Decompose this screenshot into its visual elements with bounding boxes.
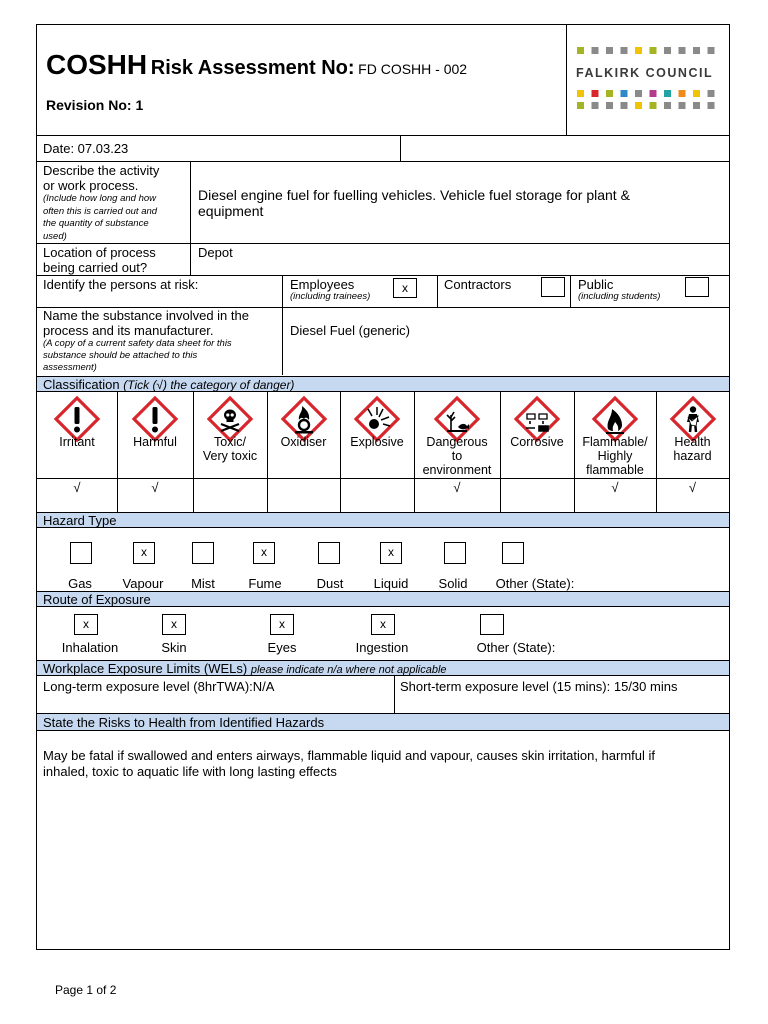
- exposure-heading: Route of Exposure: [43, 592, 151, 607]
- substance-note-2: substance should be attached to this: [43, 350, 198, 361]
- classification-label-line: Health: [674, 435, 711, 449]
- wel-heading: [43, 661, 447, 678]
- rule: [570, 275, 571, 307]
- rule: [37, 135, 729, 136]
- activity-note-2: often this is carried out and: [43, 205, 158, 217]
- classification-label: [193, 435, 267, 463]
- exposure-checkbox[interactable]: [480, 614, 504, 635]
- logo-dot: [592, 102, 599, 109]
- classification-label: [37, 435, 117, 449]
- wel-title: Workplace Exposure Limits (WELs): [43, 661, 248, 676]
- rule: [37, 713, 729, 714]
- hazard-label: Vapour: [122, 576, 164, 591]
- classification-label: [500, 435, 574, 449]
- hazard-type-band: [37, 513, 729, 527]
- logo-dot: [693, 90, 700, 97]
- classification-label-line: Toxic/: [214, 435, 246, 449]
- logo-dot: [635, 90, 642, 97]
- activity-value-1: Diesel engine fuel for fuelling vehicles. Vehicle fuel storage for plant &: [198, 187, 630, 203]
- logo-dot: [679, 102, 686, 109]
- hazard-checkbox[interactable]: x: [380, 542, 402, 564]
- activity-label-2: or work process.: [43, 178, 139, 193]
- logo-dot: [606, 47, 613, 54]
- exposure-checkbox[interactable]: x: [371, 614, 395, 635]
- logo-dot: [650, 90, 657, 97]
- risks-heading: State the Risks to Health from Identified Hazards: [43, 715, 325, 730]
- rule: [267, 392, 268, 512]
- public-note: (including students): [578, 291, 661, 302]
- hazard-label: Fume: [248, 576, 282, 591]
- classification-label-line: Very toxic: [202, 449, 258, 463]
- exposure-label: Ingestion: [355, 640, 409, 655]
- hazard-checkbox[interactable]: [318, 542, 340, 564]
- revision-number: Revision No: 1: [46, 97, 144, 113]
- logo-dot: [577, 47, 584, 54]
- logo-dot: [621, 90, 628, 97]
- short-term-exposure: Short-term exposure level (15 mins): 15/30 mins: [400, 679, 678, 694]
- rule: [282, 275, 283, 375]
- classification-label: [267, 435, 340, 449]
- logo-dot: [592, 90, 599, 97]
- logo-dot: [708, 90, 715, 97]
- classification-heading: [43, 377, 294, 393]
- classification-label-line: Flammable/: [582, 435, 648, 449]
- logo-dot: [606, 90, 613, 97]
- rule: [37, 478, 729, 479]
- contractors-label: Contractors: [444, 277, 512, 292]
- hazard-label: Solid: [438, 576, 468, 591]
- hazard-checkbox[interactable]: [192, 542, 214, 564]
- rule: [37, 527, 729, 528]
- contractors-checkbox[interactable]: [541, 277, 565, 297]
- exposure-label: Skin: [161, 640, 187, 655]
- rule: [37, 512, 729, 513]
- logo-dot: [592, 47, 599, 54]
- logo-dot: [664, 102, 671, 109]
- hazard-label: Mist: [191, 576, 215, 591]
- exposure-label: Eyes: [267, 640, 297, 655]
- long-term-exposure: Long-term exposure level (8hrTWA):N/A: [43, 679, 275, 694]
- header-divider: [566, 25, 567, 135]
- classification-label: [117, 435, 193, 449]
- rule: [37, 243, 729, 244]
- exposure-checkbox[interactable]: x: [162, 614, 186, 635]
- substance-label-1: Name the substance involved in the: [43, 308, 249, 323]
- activity-note-1: (Include how long and how: [43, 193, 157, 204]
- classification-label: [340, 435, 414, 449]
- classification-tick[interactable]: √: [453, 480, 461, 495]
- location-value: Depot: [198, 245, 233, 260]
- classification-label: [656, 435, 729, 463]
- classification-label-line: Corrosive: [510, 435, 564, 449]
- title-sub: Risk Assessment No:: [150, 57, 355, 79]
- employees-label: Employees: [290, 277, 355, 292]
- hazard-checkbox[interactable]: x: [133, 542, 155, 564]
- rule: [394, 675, 395, 713]
- exposure-checkbox[interactable]: x: [74, 614, 98, 635]
- substance-note-1: (A copy of a current safety data sheet for this: [43, 338, 232, 349]
- activity-note-4: used): [43, 230, 67, 242]
- rule: [400, 136, 401, 161]
- rule: [37, 730, 729, 731]
- classification-label-line: flammable: [586, 463, 644, 477]
- council-name: FALKIRK COUNCIL: [576, 66, 714, 80]
- classification-label-line: to: [451, 449, 463, 463]
- classification-label-line: Explosive: [350, 435, 404, 449]
- logo-dot: [635, 102, 642, 109]
- hazard-type-heading: Hazard Type: [43, 513, 117, 528]
- logo-dot: [693, 102, 700, 109]
- classification-label-line: environment: [422, 463, 492, 477]
- substance-note-3: assessment): [43, 362, 97, 373]
- classification-label-line: Irritant: [59, 435, 95, 449]
- logo-dot: [708, 102, 715, 109]
- employees-note: (including trainees): [290, 291, 371, 302]
- classification-title: Classification: [43, 377, 120, 392]
- activity-note-3: the quantity of substance: [43, 218, 149, 229]
- classification-label: [574, 435, 656, 477]
- rule: [437, 275, 438, 307]
- location-label-1: Location of process: [43, 245, 156, 260]
- exposure-label: Inhalation: [61, 640, 119, 655]
- activity-label-1: Describe the activity: [43, 163, 160, 178]
- exposure-checkbox[interactable]: x: [270, 614, 294, 635]
- hazard-checkbox[interactable]: [70, 542, 92, 564]
- public-checkbox[interactable]: [685, 277, 709, 297]
- logo-dot: [635, 47, 642, 54]
- classification-label-line: hazard: [673, 449, 712, 463]
- hazard-label: Dust: [316, 576, 344, 591]
- substance-value: Diesel Fuel (generic): [290, 323, 410, 338]
- council-logo: [574, 44, 724, 116]
- rule: [37, 161, 729, 162]
- hazard-checkbox[interactable]: [502, 542, 524, 564]
- page-title: [46, 50, 467, 85]
- rule: [500, 392, 501, 512]
- logo-dot: [679, 47, 686, 54]
- classification-tick[interactable]: √: [688, 480, 697, 495]
- hazard-label: Other (State):: [495, 576, 575, 591]
- hazard-label: Liquid: [373, 576, 409, 591]
- logo-dot: [577, 90, 584, 97]
- activity-value-2: equipment: [198, 203, 264, 219]
- reference-number: FD COSHH - 002: [358, 61, 468, 77]
- persons-label: Identify the persons at risk:: [43, 277, 199, 292]
- classification-tick[interactable]: √: [611, 480, 619, 495]
- classification-label-line: Oxidiser: [280, 435, 327, 449]
- location-label-2: being carried out?: [43, 260, 148, 275]
- classification-tick[interactable]: √: [151, 480, 159, 495]
- risks-text-1: May be fatal if swallowed and enters airways, flammable liquid and vapour, causes skin irritation, harmful if: [43, 748, 656, 763]
- risks-text-2: inhaled, toxic to aquatic life with long lasting effects: [43, 764, 337, 779]
- classification-label: [414, 435, 500, 477]
- assessment-date: Date: 07.03.23: [43, 141, 129, 156]
- hazard-checkbox[interactable]: [444, 542, 466, 564]
- hazard-label: Gas: [68, 576, 92, 591]
- irritant-tick: √: [73, 480, 81, 495]
- public-label: Public: [578, 277, 614, 292]
- employees-checkbox[interactable]: x: [393, 278, 417, 298]
- classification-note: (Tick (√) the category of danger): [123, 378, 295, 392]
- logo-dot: [650, 102, 657, 109]
- rule: [190, 161, 191, 275]
- logo-dot: [664, 90, 671, 97]
- logo-dot: [606, 102, 613, 109]
- exposure-label: Other (State):: [476, 640, 556, 655]
- wel-note: please indicate n/a where not applicable: [250, 664, 447, 676]
- classification-label-line: Harmful: [133, 435, 177, 449]
- title-main: COSHH: [46, 49, 148, 80]
- logo-dot: [621, 47, 628, 54]
- logo-dot: [664, 47, 671, 54]
- rule: [340, 392, 341, 512]
- logo-dot: [577, 102, 584, 109]
- page-number: Page 1 of 2: [55, 983, 117, 997]
- logo-dot: [650, 47, 657, 54]
- logo-dot: [679, 90, 686, 97]
- classification-label-line: Highly: [597, 449, 633, 463]
- logo-dot: [708, 47, 715, 54]
- classification-label-line: Dangerous: [426, 435, 488, 449]
- logo-dot: [621, 102, 628, 109]
- rule: [37, 275, 729, 276]
- substance-label-2: process and its manufacturer.: [43, 323, 214, 338]
- logo-dot: [693, 47, 700, 54]
- hazard-checkbox[interactable]: x: [253, 542, 275, 564]
